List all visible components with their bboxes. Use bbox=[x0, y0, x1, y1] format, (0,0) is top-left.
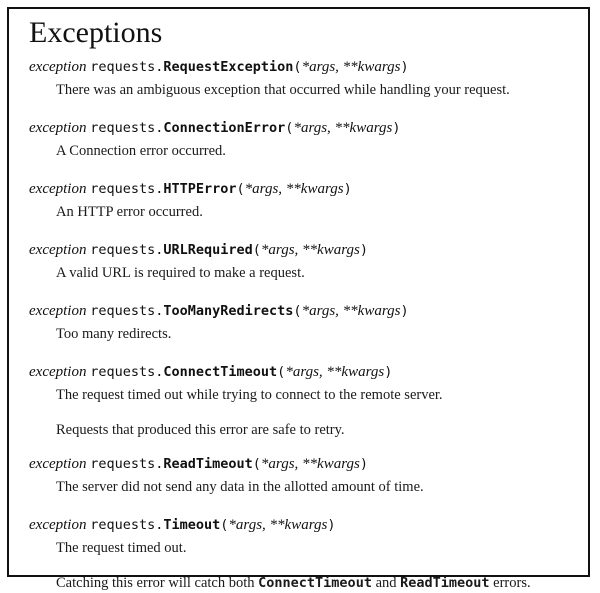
exception-args: *args, **kwargs bbox=[244, 181, 344, 197]
note-code-connect-timeout[interactable]: ConnectTimeout bbox=[258, 575, 372, 591]
note-text-after: errors. bbox=[489, 575, 531, 591]
exception-keyword: exception bbox=[29, 517, 87, 533]
exception-keyword: exception bbox=[29, 456, 87, 472]
exception-args: *args, **kwargs bbox=[260, 242, 360, 258]
exception-signature: exception requests.TooManyRedirects(*args, **kwargs) bbox=[29, 303, 409, 319]
exception-class-name[interactable]: HTTPError bbox=[163, 181, 237, 197]
exception-signature: exception requests.ReadTimeout(*args, **kwargs) bbox=[29, 456, 368, 472]
exception-keyword: exception bbox=[29, 59, 87, 75]
module-prefix: requests. bbox=[90, 59, 164, 75]
module-prefix: requests. bbox=[90, 181, 164, 197]
page-title: Exceptions bbox=[29, 16, 163, 49]
exception-signature: exception requests.RequestException(*args, **kwargs) bbox=[29, 59, 409, 75]
exception-args: *args, **kwargs bbox=[301, 303, 401, 319]
note-text-before: Catching this error will catch both bbox=[56, 575, 259, 591]
exception-entry-http-error bbox=[29, 179, 578, 222]
note-text-middle: and bbox=[371, 575, 401, 591]
exception-signature: exception requests.ConnectTimeout(*args, **kwargs) bbox=[29, 364, 393, 380]
exception-args: *args, **kwargs bbox=[260, 456, 360, 472]
module-prefix: requests. bbox=[90, 303, 164, 319]
exception-keyword: exception bbox=[29, 303, 87, 319]
module-prefix: requests. bbox=[90, 242, 164, 258]
exception-args: *args, **kwargs bbox=[301, 59, 401, 75]
exception-entry-read-timeout bbox=[29, 454, 578, 497]
exception-entry-url-required bbox=[29, 240, 578, 283]
document-frame bbox=[7, 7, 590, 591]
document-content bbox=[29, 13, 578, 593]
exception-description: The request timed out. bbox=[56, 540, 187, 556]
exception-signature: exception requests.ConnectionError(*args, **kwargs) bbox=[29, 120, 401, 136]
exception-signature: exception requests.Timeout(*args, **kwargs) bbox=[29, 517, 336, 533]
exception-description: The server did not send any data in the allotted amount of time. bbox=[56, 479, 424, 495]
exception-class-name[interactable]: ConnectTimeout bbox=[163, 364, 278, 380]
exception-description: Too many redirects. bbox=[56, 326, 172, 342]
exception-class-name[interactable]: Timeout bbox=[163, 517, 221, 533]
exception-description: There was an ambiguous exception that occurred while handling your request. bbox=[56, 82, 510, 98]
exception-class-name[interactable]: ReadTimeout bbox=[163, 456, 253, 472]
exception-note bbox=[56, 573, 578, 593]
exception-signature: exception requests.URLRequired(*args, **kwargs) bbox=[29, 242, 368, 258]
exception-class-name[interactable]: URLRequired bbox=[163, 242, 253, 258]
exception-keyword: exception bbox=[29, 364, 87, 380]
exception-class-name[interactable]: ConnectionError bbox=[163, 120, 286, 136]
exception-description: A Connection error occurred. bbox=[56, 143, 226, 159]
exception-entry-request-exception bbox=[29, 57, 578, 100]
exception-note: Requests that produced this error are safe to retry. bbox=[56, 422, 345, 438]
exception-keyword: exception bbox=[29, 120, 87, 136]
exception-description: A valid URL is required to make a request. bbox=[56, 265, 305, 281]
exception-signature: exception requests.HTTPError(*args, **kwargs) bbox=[29, 181, 352, 197]
exception-entry-timeout bbox=[29, 515, 578, 593]
exception-entry-connect-timeout bbox=[29, 362, 578, 440]
module-prefix: requests. bbox=[90, 120, 164, 136]
exception-entry-connection-error bbox=[29, 118, 578, 161]
exception-args: *args, **kwargs bbox=[228, 517, 328, 533]
module-prefix: requests. bbox=[90, 456, 164, 472]
module-prefix: requests. bbox=[90, 364, 164, 380]
module-prefix: requests. bbox=[90, 517, 164, 533]
exception-args: *args, **kwargs bbox=[285, 364, 385, 380]
exception-keyword: exception bbox=[29, 242, 87, 258]
note-code-read-timeout[interactable]: ReadTimeout bbox=[400, 575, 490, 591]
exception-description: The request timed out while trying to connect to the remote server. bbox=[56, 387, 443, 403]
exception-entry-too-many-redirects bbox=[29, 301, 578, 344]
exception-keyword: exception bbox=[29, 181, 87, 197]
exception-class-name[interactable]: TooManyRedirects bbox=[163, 303, 294, 319]
exception-class-name[interactable]: RequestException bbox=[163, 59, 294, 75]
exception-args: *args, **kwargs bbox=[293, 120, 393, 136]
exception-description: An HTTP error occurred. bbox=[56, 204, 203, 220]
